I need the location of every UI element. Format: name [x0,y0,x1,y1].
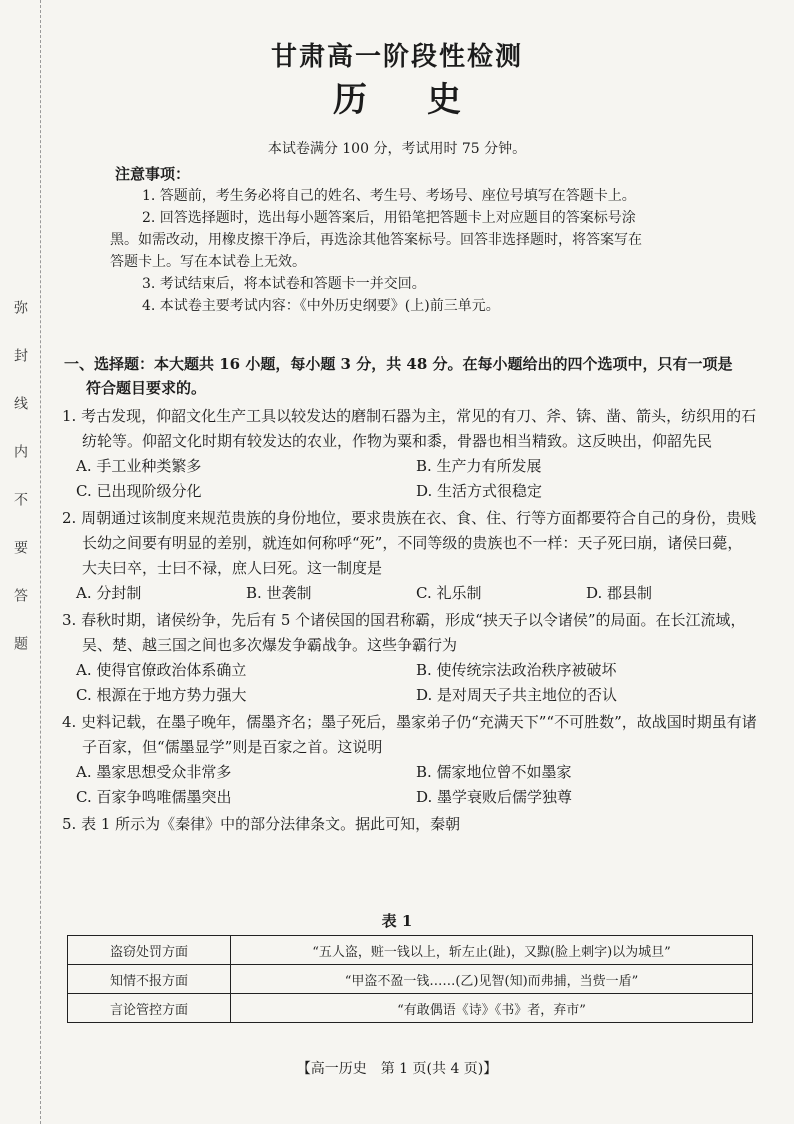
notice-item: 4. 本试卷主要考试内容：《中外历史纲要》(上)前三单元。 [142,298,500,314]
question-stem: 2. 周朝通过该制度来规范贵族的身份地位，要求贵族在衣、食、住、行等方面都要符合自己的身份，贵贱长幼之间要有明显的差别，就连如何称呼“死”，不同等级的贵族也不一样：天子死曰崩，诸侯曰薨，大夫曰卒，士曰不禄，庶人曰死。这一制度是 [62,509,757,577]
exam-title: 甘肃高一阶段性检测 [270,42,523,72]
option-a: A. 分封制 [76,584,142,602]
table-cell-text: “甲盗不盈一钱……(乙)见智(知)而弗捕，当赀一盾” [231,965,753,994]
option-a: A. 手工业种类繁多 [76,457,202,475]
option-b: B. 生产力有所发展 [416,457,542,475]
question-stem: 4. 史料记载，在墨子晚年，儒墨齐名；墨子死后，墨家弟子仍“充满天下”“不可胜数”，故战国时期虽有诸子百家，但“儒墨显学”则是百家之首。这说明 [62,713,757,756]
table-title: 表 1 [381,912,413,930]
option-c: C. 已出现阶级分化 [76,482,202,500]
option-c: C. 根源在于地方势力强大 [76,686,247,704]
table-row [68,936,753,965]
notice-item: 2. 回答选择题时，选出每小题答案后，用铅笔把答题卡上对应题目的答案标号涂 [142,210,636,226]
option-d: D. 郡县制 [586,584,653,602]
option-d: D. 生活方式很稳定 [416,482,543,500]
notice-item: 1. 答题前，考生务必将自己的姓名、考生号、考场号、座位号填写在答题卡上。 [142,188,636,204]
question-list [62,404,757,839]
option-b: B. 儒家地位曾不如墨家 [416,763,572,781]
section-line: 符合题目要求的。 [86,379,207,397]
question-4 [62,710,757,810]
question-options [62,658,757,708]
notice-item: 黑。如需改动，用橡皮擦干净后，再选涂其他答案标号。回答非选择题时，将答案写在 [110,232,642,248]
question-stem: 5. 表 1 所示为《秦律》中的部分法律条文。据此可知，秦朝 [62,815,461,833]
question-options [62,581,757,606]
option-b: B. 世袭制 [246,584,312,602]
notice-item: 3. 考试结束后，将本试卷和答题卡一并交回。 [142,276,426,292]
exam-subject: 历史 [333,80,521,120]
table-cell-aspect: 言论管控方面 [68,994,231,1023]
question-options [62,760,757,810]
option-c: C. 礼乐制 [416,584,482,602]
question-3 [62,608,757,708]
option-a: A. 墨家思想受众非常多 [76,763,232,781]
section-heading [64,352,754,400]
table-cell-text: “有敢偶语《诗》《书》者，弃市” [231,994,753,1023]
exam-info: 本试卷满分 100 分，考试用时 75 分钟。 [267,141,527,157]
section-line: 一、选择题：本大题共 16 小题，每小题 3 分，共 48 分。在每小题给出的四个选项中，只有一项是 [64,355,733,373]
notice-item: 答题卡上。写在本试卷上无效。 [110,254,306,270]
page-footer: 【高一历史 第 1 页(共 4 页)】 [296,1061,498,1077]
question-stem: 3. 春秋时期，诸侯纷争，先后有 5 个诸侯国的国君称霸，形成“挟天子以令诸侯”的局面。在长江流域，吴、楚、越三国之间也多次爆发争霸战争。这些争霸行为 [62,611,746,654]
table-row [68,994,753,1023]
table-cell-aspect: 知情不报方面 [68,965,231,994]
option-b: B. 使传统宗法政治秩序被破坏 [416,661,617,679]
question-stem: 1. 考古发现，仰韶文化生产工具以较发达的磨制石器为主，常见的有刀、斧、锛、凿、箭头，纺织用的石纺轮等。仰韶文化时期有较发达的农业，作物为粟和黍，骨器也相当精致。这反映出，仰韶先民 [62,407,757,450]
table-cell-aspect: 盗窃处罚方面 [68,936,231,965]
option-d: D. 墨学衰败后儒学独尊 [416,788,573,806]
table-row [68,965,753,994]
notice-list [110,185,720,317]
notice-title: 注意事项： [115,165,191,183]
question-5 [62,812,757,837]
table-cell-text: “五人盗，赃一钱以上，斩左止(趾)，又黥(脸上刺字)以为城旦” [231,936,753,965]
question-options [62,454,757,504]
option-a: A. 使得官僚政治体系确立 [76,661,247,679]
question-2 [62,506,757,606]
seal-line-text: 弥封线内不要答题 [12,300,28,684]
binding-margin [0,0,41,1124]
option-c: C. 百家争鸣唯儒墨突出 [76,788,232,806]
question-1 [62,404,757,504]
option-d: D. 是对周天子共主地位的否认 [416,686,618,704]
law-table [67,935,753,1023]
